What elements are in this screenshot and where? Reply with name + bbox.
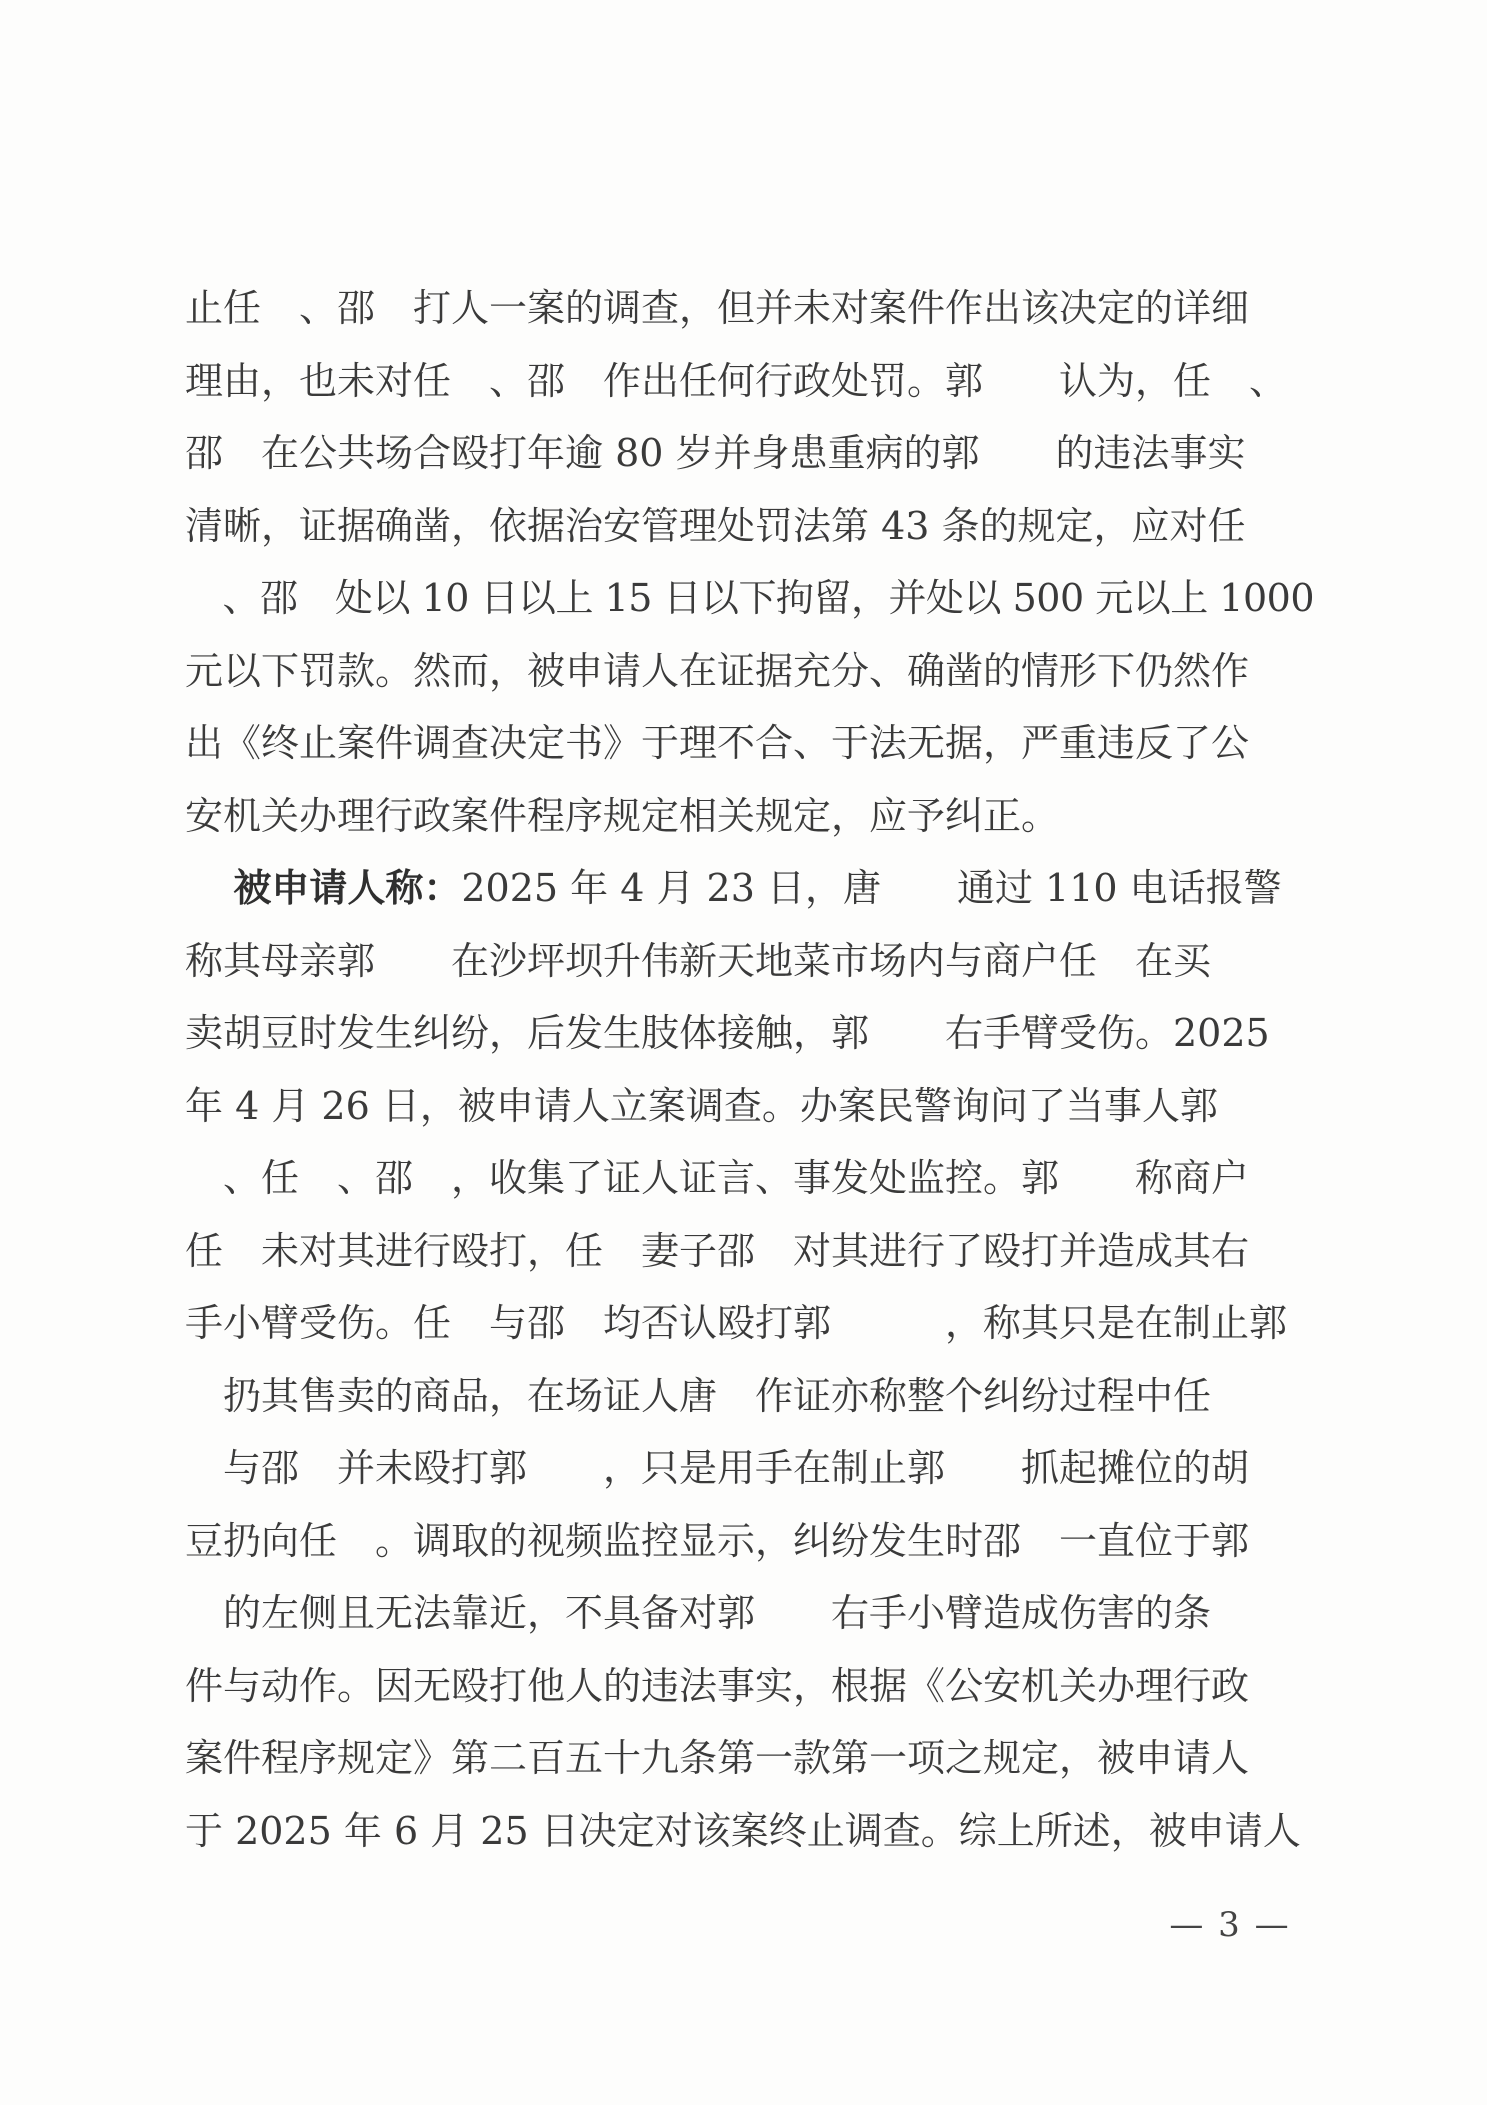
text-line: 止任 、邵 打人一案的调查，但并未对案件作出该决定的详细 xyxy=(185,286,1250,330)
text-line: 于 2025 年 6 月 25 日决定对该案终止调查。综上所述，被申请人 xyxy=(185,1808,1301,1853)
text-line: 出《终止案件调查决定书》于理不合、于法无据，严重违反了公 xyxy=(185,721,1250,765)
respondent-paragraph-first-line xyxy=(185,852,1285,925)
text-line: 年 4 月 26 日，被申请人立案调查。办案民警询问了当事人郭 xyxy=(185,1083,1218,1128)
text-line: 卖胡豆时发生纠纷，后发生肢体接触，郭 右手臂受伤。2025 xyxy=(185,1011,1270,1055)
page-number: — 3 — xyxy=(1169,1905,1291,1945)
respondent-heading: 被申请人称： xyxy=(233,866,462,910)
text-line: 任 未对其进行殴打，任 妻子邵 对其进行了殴打并造成其右 xyxy=(185,1228,1250,1273)
text-line: 安机关办理行政案件程序规定相关规定，应予纠正。 xyxy=(185,793,1060,838)
text-line: 理由，也未对任 、邵 作出任何行政处罚。郭 认为，任 、 xyxy=(185,358,1288,403)
text-line: 件与动作。因无殴打他人的违法事实，根据《公安机关办理行政 xyxy=(185,1663,1250,1708)
text-line: 与邵 并未殴打郭 ，只是用手在制止郭 抓起摊位的胡 xyxy=(185,1446,1250,1490)
text-line: 案件程序规定》第二百五十九条第一款第一项之规定，被申请人 xyxy=(185,1736,1250,1780)
text-line: 扔其售卖的商品，在场证人唐 作证亦称整个纠纷过程中任 xyxy=(185,1373,1212,1418)
respondent-first-line-text: 2025 年 4 月 23 日，唐 通过 110 电话报警 xyxy=(461,866,1282,910)
text-line: 邵 在公共场合殴打年逾 80 岁并身患重病的郭 的违法事实 xyxy=(185,431,1246,475)
text-line: 清晰，证据确凿，依据治安管理处罚法第 43 条的规定，应对任 xyxy=(185,503,1246,548)
text-line: 称其母亲郭 在沙坪坝升伟新天地菜市场内与商户任 在买 xyxy=(185,938,1212,983)
text-line: 的左侧且无法靠近，不具备对郭 右手小臂造成伤害的条 xyxy=(185,1591,1212,1635)
document-body xyxy=(185,272,1315,1867)
text-line: 、邵 处以 10 日以上 15 日以下拘留，并处以 500 元以上 1000 xyxy=(185,576,1315,620)
text-line: 手小臂受伤。任 与邵 均否认殴打郭 ，称其只是在制止郭 xyxy=(185,1301,1288,1345)
text-line: 、任 、邵 ，收集了证人证言、事发处监控。郭 称商户 xyxy=(185,1156,1250,1200)
text-line: 元以下罚款。然而，被申请人在证据充分、确凿的情形下仍然作 xyxy=(185,648,1250,693)
text-line: 豆扔向任 。调取的视频监控显示，纠纷发生时邵 一直位于郭 xyxy=(185,1518,1250,1563)
